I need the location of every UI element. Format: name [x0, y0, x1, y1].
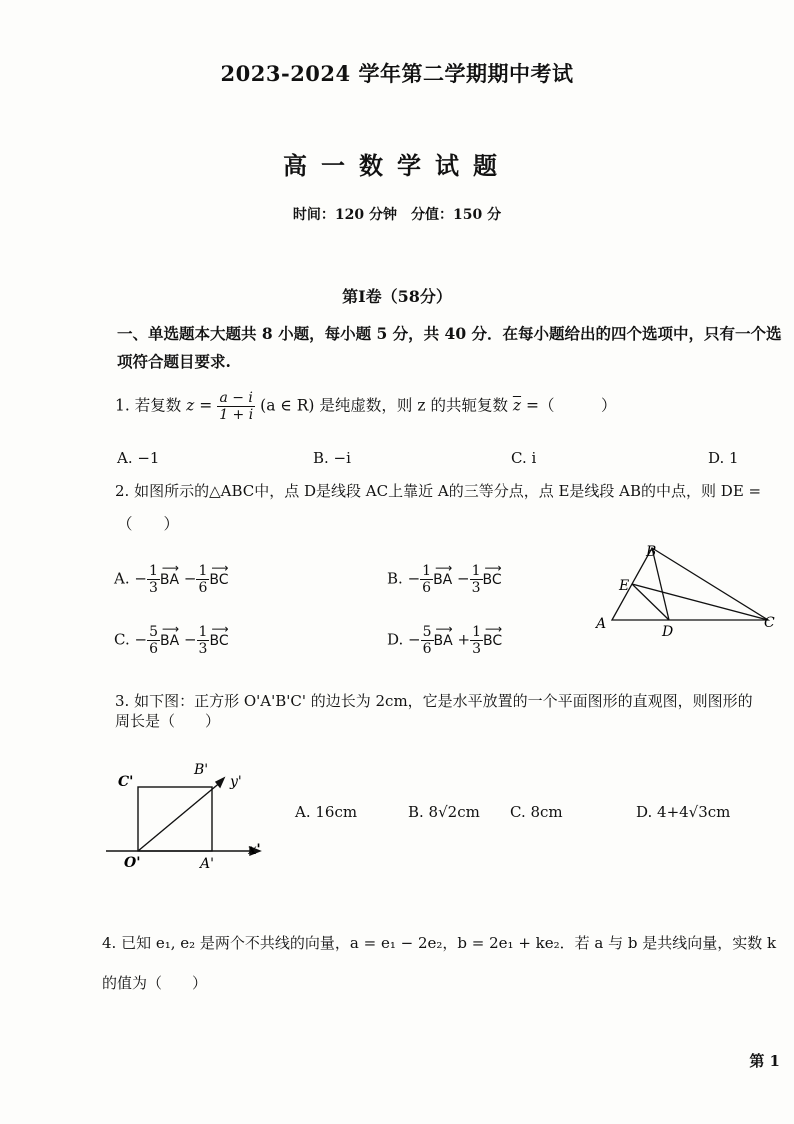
vector-bc: ⟶ BC	[209, 572, 228, 588]
q1-fraction	[217, 390, 255, 423]
vector-ba: ⟶ BA	[434, 633, 453, 649]
section-title: 第Ⅰ卷（58分）	[342, 287, 452, 306]
vector-ba: ⟶ BA	[160, 633, 179, 649]
q1-option-a[interactable]: A. −1	[117, 449, 160, 467]
question-3-line-1: 3. 如下图：正方形 O'A'B'C' 的边长为 2cm，它是水平放置的一个平面图形的直观图，则图形的	[115, 692, 753, 710]
q1-numerator: a − i	[217, 390, 255, 407]
q3-option-b[interactable]: B. 8√2cm	[408, 803, 480, 821]
vector-ba: ⟶ BA	[160, 572, 179, 588]
q1-blank: =（ ）	[526, 396, 617, 415]
q2-option-d[interactable]: D. − $\frac{5}{6}$ ⟶ BA + $\frac{1}{3}$ ⟶ BC	[387, 624, 502, 657]
square-figure	[100, 760, 275, 875]
label-y-prime: y'	[230, 774, 242, 790]
vector-bc: ⟶ BC	[483, 572, 502, 588]
label-d: D	[662, 624, 674, 640]
q1-denominator: 1 + i	[219, 407, 254, 423]
question-3-line-2: 周长是（ ）	[115, 712, 221, 730]
q1-condition: (a ∈ R)	[260, 396, 315, 415]
exam-title: 2023-2024 学年第二学期期中考试	[220, 61, 574, 86]
q3-option-a[interactable]: A. 16cm	[295, 803, 358, 821]
vector-bc: ⟶ BC	[209, 633, 228, 649]
question-4-line-1: 4. 已知 e₁, e₂ 是两个不共线的向量，a = e₁ − 2e₂，b = 2e₁ + ke₂．若 a 与 b 是共线向量，实数 k	[102, 934, 777, 952]
label-a-prime: A'	[200, 856, 214, 872]
q2-option-a[interactable]: A. − $\frac{1}{3}$ ⟶ BA − $\frac{1}{6}$ ⟶ BC	[114, 563, 229, 596]
question-1	[115, 390, 617, 423]
label-o-prime: O'	[124, 855, 141, 871]
q1-middle: 是纯虚数，则 z 的共轭复数	[319, 396, 508, 415]
q3-option-d[interactable]: D. 4+4√3cm	[636, 803, 731, 821]
triangle-abc	[612, 548, 768, 620]
q1-option-c[interactable]: C. i	[511, 449, 537, 467]
q1-option-b[interactable]: B. −i	[313, 449, 351, 467]
label-e: E	[619, 578, 630, 594]
label-b: B	[646, 544, 657, 560]
label-b-prime: B'	[194, 762, 209, 778]
question-2-text: 2. 如图所示的△ABC中，点 D是线段 AC上靠近 A的三等分点，点 E是线段 AB的中点，则 DE =	[115, 482, 762, 500]
page-number: 第 1	[749, 1052, 780, 1070]
question-4-line-2: 的值为（ ）	[102, 974, 208, 992]
question-2-blank: （ ）	[117, 515, 180, 533]
q1-option-d[interactable]: D. 1	[708, 449, 739, 467]
q1-z: z =	[186, 396, 213, 415]
vector-ba: ⟶ BA	[433, 572, 452, 588]
subject-title: 高一数学试题	[283, 151, 511, 180]
label-c: C	[764, 615, 775, 631]
instruction-line-2: 项符合题目要求.	[117, 352, 231, 371]
q1-zbar: $\overline{z}$	[512, 396, 522, 415]
q2-option-b[interactable]: B. − $\frac{1}{6}$ ⟶ BA − $\frac{1}{3}$ ⟶ BC	[387, 563, 502, 596]
instruction-line-1: 一、单选题本大题共 8 小题，每小题 5 分，共 40 分．在每小题给出的四个选项中，只有一个选	[117, 324, 782, 343]
label-c-prime: C'	[118, 774, 134, 790]
section-instruction	[117, 320, 794, 376]
triangle-figure	[590, 540, 790, 640]
label-a: A	[596, 616, 607, 632]
y-axis	[138, 781, 222, 851]
segment-ec	[632, 584, 768, 620]
q2-option-c[interactable]: C. − $\frac{5}{6}$ ⟶ BA − $\frac{1}{3}$ ⟶ BC	[114, 624, 229, 657]
label-x-prime: x'	[248, 842, 261, 858]
q1-prefix: 1. 若复数	[115, 396, 182, 415]
time-score-line: 时间：120 分钟 分值：150 分	[292, 207, 502, 223]
q3-option-c[interactable]: C. 8cm	[510, 803, 563, 821]
vector-bc: ⟶ BC	[483, 633, 502, 649]
